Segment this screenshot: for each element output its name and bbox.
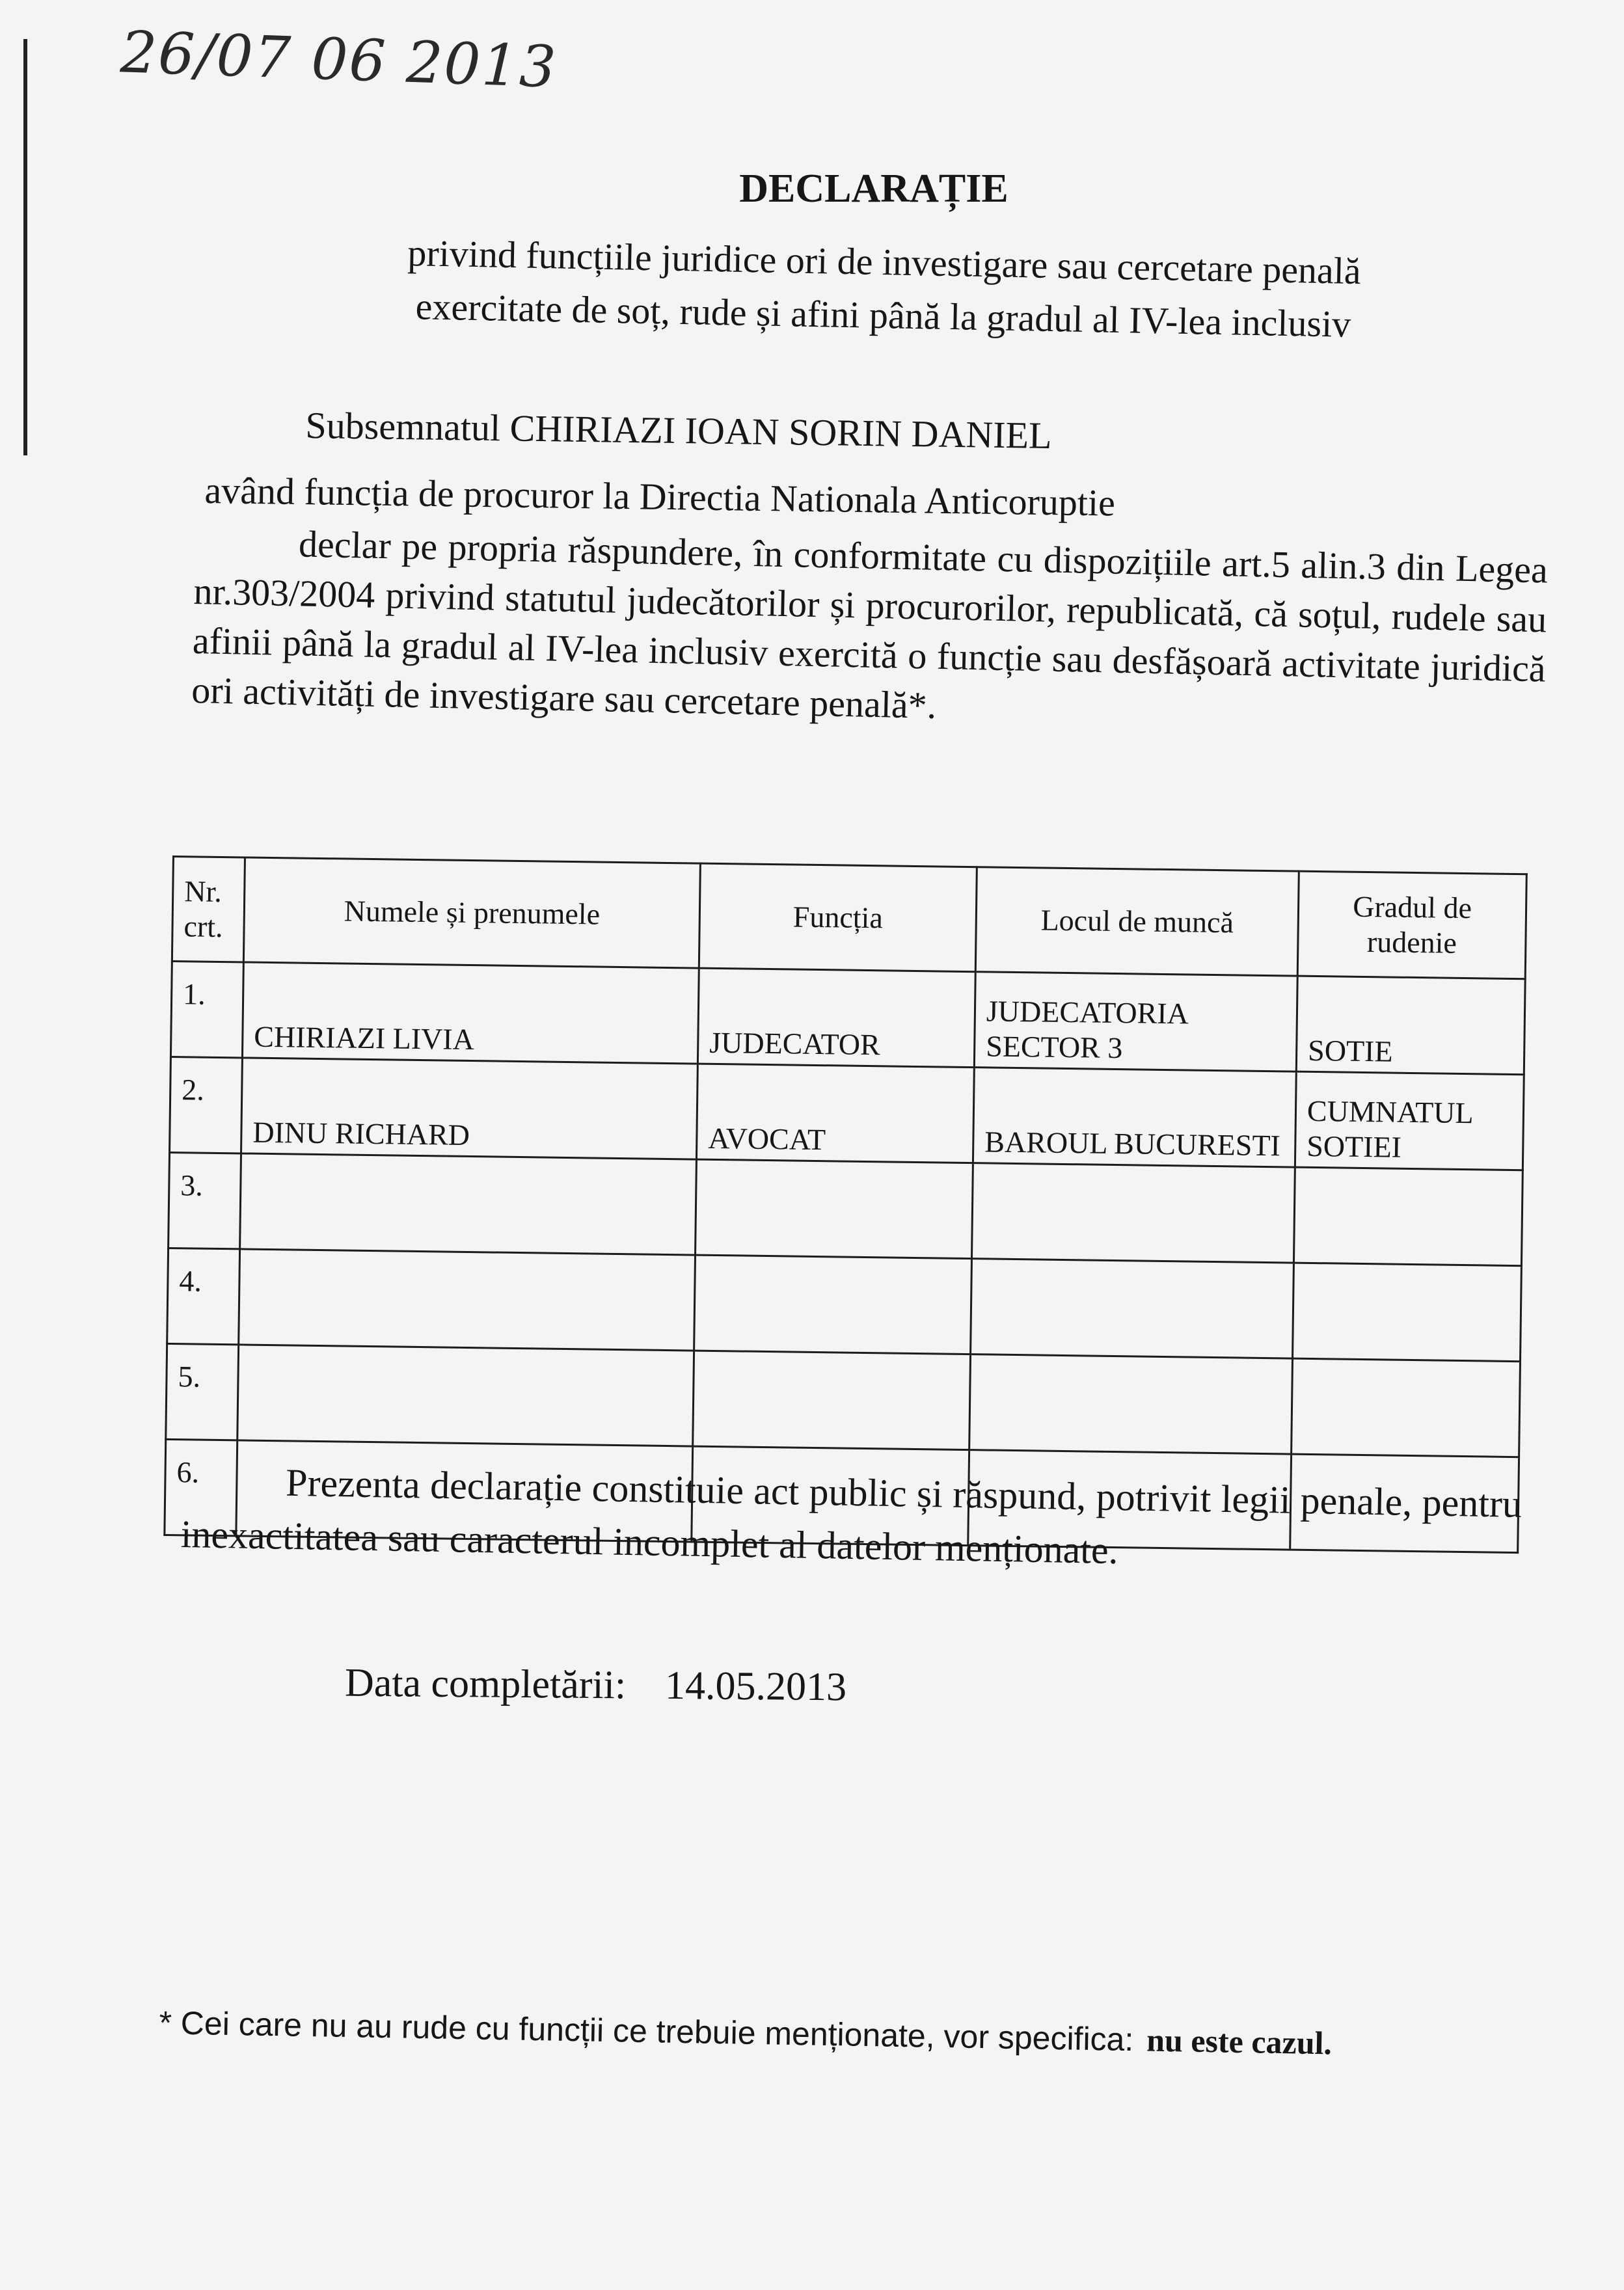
cell-workplace xyxy=(971,1259,1294,1358)
header-degree: Gradul de rudenie xyxy=(1297,871,1526,979)
cell-workplace: BAROUL BUCURESTI xyxy=(973,1068,1296,1167)
closing-statement: Prezenta declarație constituie act public și răspund, potrivit legii penale, pentru inexactitatea sau caracterul incomplet al datelor menționate. xyxy=(180,1461,1522,1572)
date-label: Data completării: xyxy=(344,1660,627,1708)
cell-nr: 6. xyxy=(165,1439,237,1535)
cell-degree xyxy=(1293,1167,1522,1266)
cell-nr: 3. xyxy=(169,1152,241,1248)
cell-degree: SOTIE xyxy=(1296,976,1525,1075)
cell-name xyxy=(237,1345,694,1446)
cell-workplace: JUDECATORIA SECTOR 3 xyxy=(974,972,1297,1071)
cell-degree xyxy=(1292,1358,1521,1457)
table-row xyxy=(166,1343,1521,1457)
subtitle-line: exercitate de soț, rude și afini până la gradul al IV-lea inclusiv xyxy=(415,285,1351,345)
table-row xyxy=(170,962,1525,1075)
cell-function xyxy=(696,1159,973,1259)
cell-function: JUDECATOR xyxy=(697,968,975,1068)
relatives-table xyxy=(163,855,1526,1554)
document-subtitle xyxy=(304,224,1464,353)
cell-workplace xyxy=(971,1163,1295,1263)
completion-date xyxy=(345,1660,847,1711)
date-value: 14.05.2013 xyxy=(664,1663,847,1710)
handwritten-note: 26/07 06 2013 xyxy=(119,18,559,101)
cell-nr: 2. xyxy=(170,1057,243,1153)
scan-edge xyxy=(23,39,27,455)
function-line: având funcția de procuror la Directia Nationala Anticoruptie xyxy=(204,468,1116,524)
document-title: DECLARAȚIE xyxy=(739,167,1008,211)
cell-name: DINU RICHARD xyxy=(241,1058,698,1159)
declaration-body: declar pe propria răspundere, în conformitate cu dispozițiile art.5 alin.3 din Legea nr.303/2004 privind statutul judecătorilor și procurorilor, republicată, că soțul, rudele sau afinii până la gradul al IV-lea inclusiv exercită o funcție sau desfășoară activitate juridică ori activități de investigare sau cercetare penală*. xyxy=(191,522,1549,727)
header-nr: Nr. crt. xyxy=(172,857,245,962)
cell-nr: 5. xyxy=(166,1343,239,1440)
cell-degree: CUMNATUL SOTIEI xyxy=(1295,1071,1524,1170)
table-header-row xyxy=(172,857,1526,979)
footnote-bold: nu este cazul. xyxy=(1146,2021,1333,2062)
header-function: Funcția xyxy=(699,863,977,972)
cell-function: AVOCAT xyxy=(696,1064,974,1163)
subtitle-line: privind funcțiile juridice ori de investigare sau cercetare penală xyxy=(407,232,1362,293)
header-workplace: Locul de muncă xyxy=(975,867,1299,976)
cell-workplace xyxy=(969,1354,1293,1454)
footnote-text: * Cei care nu au rude cu funcții ce trebuie menționate, vor specifica: xyxy=(159,2004,1134,2058)
table-row xyxy=(170,1057,1524,1170)
table-row xyxy=(167,1248,1522,1361)
cell-nr: 4. xyxy=(167,1248,240,1344)
cell-function xyxy=(693,1351,971,1450)
cell-name: CHIRIAZI LIVIA xyxy=(242,962,699,1064)
declarant-line: Subsemnatul CHIRIAZI IOAN SORIN DANIEL xyxy=(305,403,1052,457)
cell-name xyxy=(240,1153,697,1255)
header-name: Numele și prenumele xyxy=(243,857,700,968)
cell-function xyxy=(694,1255,972,1354)
cell-nr: 1. xyxy=(170,962,243,1058)
footnote xyxy=(159,2004,1617,2067)
table-row xyxy=(169,1152,1523,1265)
cell-degree xyxy=(1293,1263,1522,1362)
cell-name xyxy=(239,1249,696,1351)
